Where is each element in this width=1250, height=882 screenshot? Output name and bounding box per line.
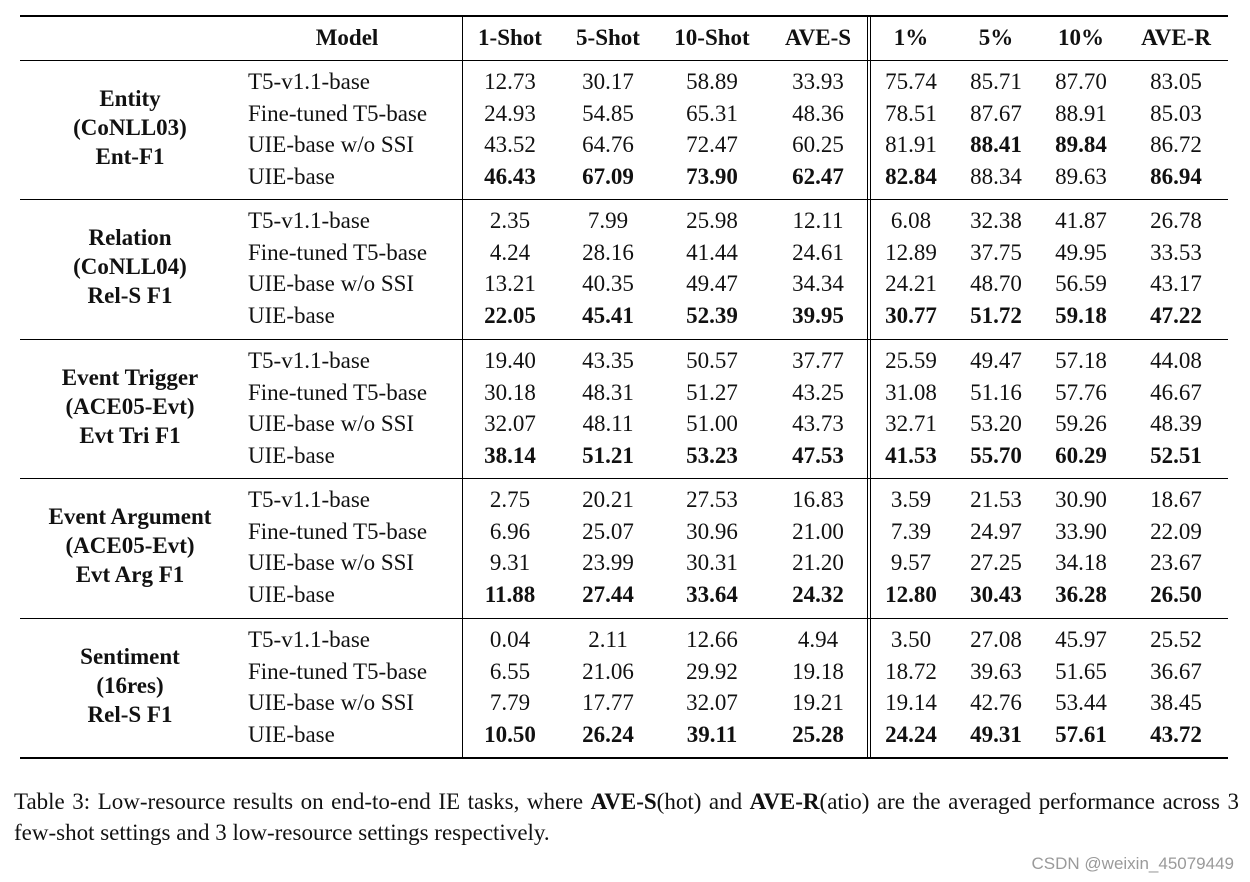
task-label: Event Argument [48, 504, 212, 530]
score-cell: 58.89 [686, 69, 738, 94]
score-cell: 48.11 [582, 411, 634, 437]
score-cell: 12.80 [885, 582, 937, 608]
score-cell: 51.27 [686, 379, 738, 405]
task-label: (ACE05-Evt) [65, 394, 195, 420]
score-cell: 50.57 [686, 348, 738, 373]
column-header: 1% [893, 25, 929, 50]
score-cell: 33.53 [1150, 239, 1202, 265]
score-cell: 25.28 [792, 722, 844, 748]
score-cell: 89.63 [1055, 164, 1107, 190]
score-cell: 45.41 [582, 303, 634, 329]
column-header: 5% [978, 25, 1014, 50]
model-name: UIE-base [248, 443, 335, 469]
score-cell: 48.39 [1150, 411, 1202, 437]
score-cell: 59.18 [1055, 303, 1107, 329]
score-cell: 30.43 [970, 582, 1022, 608]
score-cell: 37.75 [970, 239, 1022, 265]
score-cell: 24.61 [792, 239, 844, 265]
score-cell: 51.00 [686, 411, 738, 437]
score-cell: 27.53 [686, 487, 738, 512]
score-cell: 25.52 [1150, 627, 1202, 652]
score-cell: 52.51 [1150, 443, 1202, 469]
score-cell: 39.63 [970, 658, 1022, 684]
score-cell: 59.26 [1055, 411, 1107, 437]
task-label: Evt Tri F1 [79, 423, 181, 449]
score-cell: 60.25 [792, 132, 844, 158]
score-cell: 10.50 [484, 722, 536, 748]
score-cell: 27.25 [970, 550, 1022, 576]
model-name: UIE-base w/o SSI [248, 550, 415, 576]
score-cell: 48.70 [970, 271, 1022, 297]
score-cell: 78.51 [885, 100, 937, 126]
score-cell: 86.72 [1150, 132, 1202, 158]
score-cell: 16.83 [792, 487, 844, 512]
score-cell: 53.20 [970, 411, 1022, 437]
score-cell: 12.11 [792, 208, 844, 233]
score-cell: 51.72 [970, 303, 1022, 329]
col-sep-model [462, 17, 463, 757]
score-cell: 11.88 [484, 582, 536, 608]
score-cell: 19.40 [484, 348, 536, 373]
caption-term-ave-s: AVE-S [590, 789, 657, 814]
score-cell: 19.21 [792, 690, 844, 716]
score-cell: 54.85 [582, 100, 634, 126]
score-cell: 17.77 [582, 690, 634, 716]
model-name: UIE-base w/o SSI [248, 271, 415, 297]
score-cell: 42.76 [970, 690, 1022, 716]
task-label: Rel-S F1 [87, 283, 173, 309]
score-cell: 25.59 [885, 348, 937, 373]
score-cell: 7.99 [587, 208, 629, 233]
score-cell: 41.53 [885, 443, 937, 469]
score-cell: 12.89 [885, 239, 937, 265]
score-cell: 31.08 [885, 379, 937, 405]
score-cell: 29.92 [686, 658, 738, 684]
score-cell: 51.65 [1055, 658, 1107, 684]
score-cell: 28.16 [582, 239, 634, 265]
score-cell: 45.97 [1055, 627, 1107, 652]
score-cell: 88.41 [970, 132, 1022, 158]
score-cell: 18.72 [885, 658, 937, 684]
score-cell: 48.36 [792, 100, 844, 126]
score-cell: 51.16 [970, 379, 1022, 405]
score-cell: 41.44 [686, 239, 738, 265]
score-cell: 49.47 [970, 348, 1022, 373]
score-cell: 3.59 [890, 487, 932, 512]
score-cell: 40.35 [582, 271, 634, 297]
score-cell: 88.91 [1055, 100, 1107, 126]
score-cell: 21.06 [582, 658, 634, 684]
task-label: (16res) [96, 673, 164, 699]
model-name: Fine-tuned T5-base [248, 518, 428, 544]
score-cell: 62.47 [792, 164, 844, 190]
score-cell: 87.67 [970, 100, 1022, 126]
score-cell: 30.77 [885, 303, 937, 329]
score-cell: 39.95 [792, 303, 844, 329]
score-cell: 51.21 [582, 443, 634, 469]
caption-term2-rest: (atio) are the averaged performance across 3 few-shot settings and 3 low-resource settings respectively. [14, 789, 1239, 845]
score-cell: 26.78 [1150, 208, 1202, 233]
score-cell: 30.31 [686, 550, 738, 576]
score-cell: 88.34 [970, 164, 1022, 190]
model-name: T5-v1.1-base [248, 487, 370, 512]
top-rule [20, 15, 1228, 17]
score-cell: 32.07 [484, 411, 536, 437]
score-cell: 4.94 [797, 627, 839, 652]
model-name: Fine-tuned T5-base [248, 239, 428, 265]
score-cell: 24.93 [484, 100, 536, 126]
model-name: T5-v1.1-base [248, 627, 370, 652]
score-cell: 21.53 [970, 487, 1022, 512]
score-cell: 49.31 [970, 722, 1022, 748]
caption-term1-rest: (hot) and [656, 789, 750, 814]
score-cell: 33.90 [1055, 518, 1107, 544]
score-cell: 23.67 [1150, 550, 1202, 576]
score-cell: 43.17 [1150, 271, 1202, 297]
model-name: UIE-base [248, 582, 335, 608]
table-caption [14, 786, 1239, 848]
caption-term-ave-r: AVE-R [749, 789, 820, 814]
group-rule [20, 339, 1228, 340]
score-cell: 25.98 [686, 208, 738, 233]
score-cell: 43.25 [792, 379, 844, 405]
task-label: Ent-F1 [95, 144, 165, 170]
score-cell: 30.90 [1055, 487, 1107, 512]
task-label: Evt Arg F1 [75, 562, 185, 588]
score-cell: 32.38 [970, 208, 1022, 233]
score-cell: 65.31 [686, 100, 738, 126]
score-cell: 52.39 [686, 303, 738, 329]
score-cell: 6.08 [890, 208, 932, 233]
score-cell: 49.95 [1055, 239, 1107, 265]
score-cell: 85.03 [1150, 100, 1202, 126]
score-cell: 30.96 [686, 518, 738, 544]
task-label: Relation [88, 225, 172, 251]
task-label: (ACE05-Evt) [65, 533, 195, 559]
column-header: 10-Shot [674, 25, 750, 50]
task-label: Sentiment [80, 644, 180, 670]
caption-prefix: Table 3: Low-resource results on end-to-end IE tasks, where [14, 789, 591, 814]
score-cell: 2.11 [588, 627, 628, 652]
column-header: AVE-R [1141, 25, 1211, 50]
score-cell: 47.53 [792, 443, 844, 469]
score-cell: 19.18 [792, 658, 844, 684]
model-name: T5-v1.1-base [248, 208, 370, 233]
score-cell: 38.45 [1150, 690, 1202, 716]
score-cell: 55.70 [970, 443, 1022, 469]
group-rule [20, 478, 1228, 479]
model-name: UIE-base w/o SSI [248, 690, 415, 716]
score-cell: 27.44 [582, 582, 634, 608]
score-cell: 22.05 [484, 303, 536, 329]
task-label: Rel-S F1 [87, 702, 173, 728]
score-cell: 86.94 [1150, 164, 1202, 190]
column-header: 1-Shot [478, 25, 542, 50]
score-cell: 34.18 [1055, 550, 1107, 576]
score-cell: 46.67 [1150, 379, 1202, 405]
score-cell: 21.00 [792, 518, 844, 544]
model-name: Fine-tuned T5-base [248, 658, 428, 684]
score-cell: 26.24 [582, 722, 634, 748]
task-label: Entity [99, 86, 161, 112]
score-cell: 89.84 [1055, 132, 1107, 158]
score-cell: 85.71 [970, 69, 1022, 94]
score-cell: 6.96 [489, 518, 531, 544]
column-header: 5-Shot [576, 25, 640, 50]
score-cell: 72.47 [686, 132, 738, 158]
score-cell: 24.97 [970, 518, 1022, 544]
bottom-rule [20, 757, 1228, 759]
score-cell: 20.21 [582, 487, 634, 512]
score-cell: 81.91 [885, 132, 937, 158]
score-cell: 44.08 [1150, 348, 1202, 373]
score-cell: 33.64 [686, 582, 738, 608]
score-cell: 13.21 [484, 271, 536, 297]
score-cell: 26.50 [1150, 582, 1202, 608]
score-cell: 60.29 [1055, 443, 1107, 469]
score-cell: 87.70 [1055, 69, 1107, 94]
score-cell: 32.07 [686, 690, 738, 716]
score-cell: 43.35 [582, 348, 634, 373]
score-cell: 41.87 [1055, 208, 1107, 233]
model-name: UIE-base w/o SSI [248, 411, 415, 437]
model-name: UIE-base [248, 164, 335, 190]
score-cell: 39.11 [686, 722, 738, 748]
score-cell: 36.28 [1055, 582, 1107, 608]
task-label: Event Trigger [61, 365, 199, 391]
model-name: T5-v1.1-base [248, 69, 370, 94]
score-cell: 56.59 [1055, 271, 1107, 297]
group-rule [20, 618, 1228, 619]
score-cell: 43.72 [1150, 722, 1202, 748]
score-cell: 4.24 [489, 239, 531, 265]
model-name: Fine-tuned T5-base [248, 379, 428, 405]
score-cell: 43.52 [484, 132, 536, 158]
score-cell: 6.55 [489, 658, 531, 684]
score-cell: 67.09 [582, 164, 634, 190]
score-cell: 53.44 [1055, 690, 1107, 716]
score-cell: 33.93 [792, 69, 844, 94]
score-cell: 43.73 [792, 411, 844, 437]
score-cell: 22.09 [1150, 518, 1202, 544]
model-name: Fine-tuned T5-base [248, 100, 428, 126]
score-cell: 7.39 [890, 518, 932, 544]
model-name: UIE-base [248, 722, 335, 748]
score-cell: 3.50 [890, 627, 932, 652]
score-cell: 36.67 [1150, 658, 1202, 684]
score-cell: 82.84 [885, 164, 937, 190]
score-cell: 57.76 [1055, 379, 1107, 405]
score-cell: 19.14 [885, 690, 937, 716]
score-cell: 7.79 [489, 690, 531, 716]
score-cell: 32.71 [885, 411, 937, 437]
score-cell: 9.57 [890, 550, 932, 576]
score-cell: 24.32 [792, 582, 844, 608]
model-name: UIE-base [248, 303, 335, 329]
score-cell: 47.22 [1150, 303, 1202, 329]
score-cell: 12.73 [484, 69, 536, 94]
header-rule [20, 60, 1228, 61]
score-cell: 24.24 [885, 722, 937, 748]
model-name: UIE-base w/o SSI [248, 132, 415, 158]
score-cell: 38.14 [484, 443, 536, 469]
score-cell: 0.04 [489, 627, 531, 652]
score-cell: 48.31 [582, 379, 634, 405]
score-cell: 30.17 [582, 69, 634, 94]
score-cell: 57.18 [1055, 348, 1107, 373]
score-cell: 73.90 [686, 164, 738, 190]
model-name: T5-v1.1-base [248, 348, 370, 373]
column-header: 10% [1058, 25, 1104, 50]
score-cell: 2.35 [489, 208, 531, 233]
score-cell: 64.76 [582, 132, 634, 158]
score-cell: 2.75 [489, 487, 531, 512]
score-cell: 49.47 [686, 271, 738, 297]
column-header: Model [315, 25, 379, 50]
score-cell: 53.23 [686, 443, 738, 469]
score-cell: 24.21 [885, 271, 937, 297]
score-cell: 37.77 [792, 348, 844, 373]
score-cell: 34.34 [792, 271, 844, 297]
score-cell: 25.07 [582, 518, 634, 544]
score-cell: 21.20 [792, 550, 844, 576]
task-label: (CoNLL04) [73, 254, 187, 280]
watermark: CSDN @weixin_45079449 [1031, 854, 1234, 873]
score-cell: 75.74 [885, 69, 937, 94]
group-rule [20, 199, 1228, 200]
column-header: AVE-S [784, 25, 852, 50]
score-cell: 9.31 [489, 550, 531, 576]
score-cell: 46.43 [484, 164, 536, 190]
task-label: (CoNLL03) [73, 115, 187, 141]
score-cell: 18.67 [1150, 487, 1202, 512]
score-cell: 12.66 [686, 627, 738, 652]
score-cell: 83.05 [1150, 69, 1202, 94]
score-cell: 27.08 [970, 627, 1022, 652]
score-cell: 30.18 [484, 379, 536, 405]
score-cell: 57.61 [1055, 722, 1107, 748]
score-cell: 23.99 [582, 550, 634, 576]
